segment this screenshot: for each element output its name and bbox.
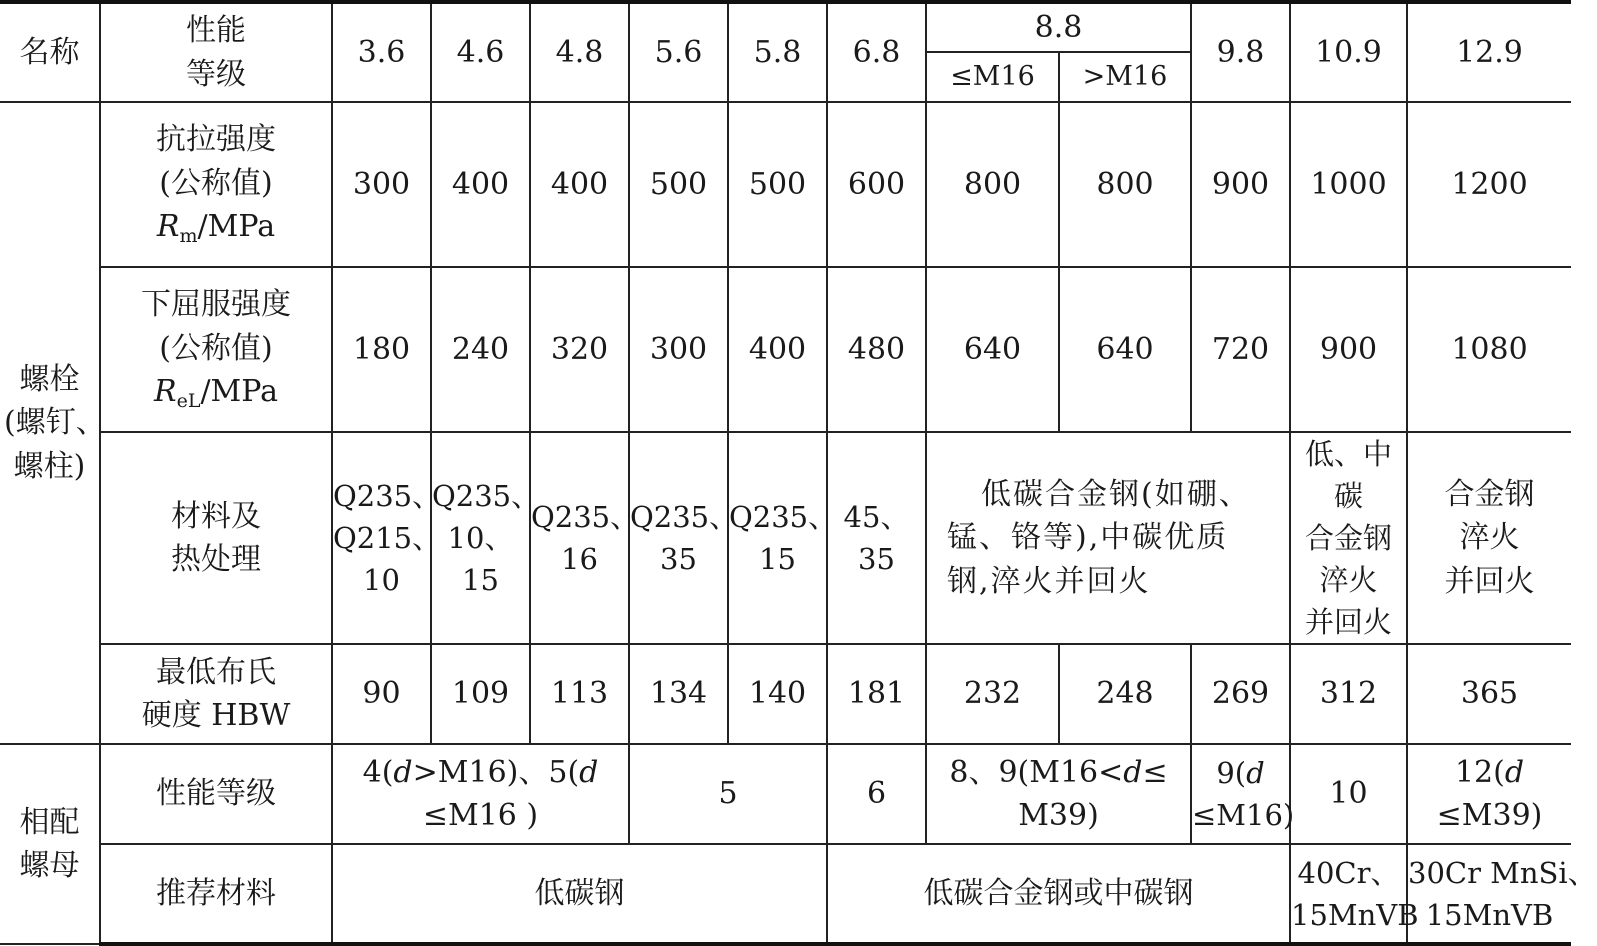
tensile-label-line1: 抗拉强度: [156, 122, 276, 158]
material-line: 低碳合金钢(如硼、: [981, 476, 1251, 512]
yield-value: 240: [431, 267, 530, 432]
nut-grade-line: [337, 751, 624, 795]
hardness-label-line2: 硬度 HBW: [141, 698, 291, 734]
hardness-value: 269: [1191, 644, 1290, 744]
tensile-value: 400: [431, 102, 530, 267]
nut-grade-line: ≤M39): [1436, 798, 1543, 834]
material-line: Q235、: [630, 500, 739, 535]
material-cell-5-8: [728, 432, 838, 644]
nut-material-row: [0, 844, 1571, 944]
bolt-group-line1: 螺栓: [19, 361, 80, 397]
material-line: Q215、: [333, 521, 442, 556]
italic-d: d: [579, 754, 599, 790]
material-line: 低、中碳: [1304, 437, 1392, 514]
hardness-value: 365: [1407, 644, 1571, 744]
nut-grade-cell-g: [1407, 744, 1571, 844]
nut-material-label: 推荐材料: [100, 844, 332, 944]
tensile-label-line3: [105, 205, 327, 251]
yield-row: [0, 267, 1571, 432]
nut-material-line: 15MnVB: [1291, 897, 1419, 932]
nut-material-line: 30Cr MnSi、: [1408, 855, 1597, 890]
grade-cell-10-9: 10.9: [1290, 2, 1407, 102]
material-line: 并回火: [1444, 563, 1535, 599]
hardness-value: 109: [431, 644, 530, 744]
italic-d: d: [1123, 754, 1143, 790]
hardness-value: 181: [827, 644, 926, 744]
nut-material-12-9: [1407, 844, 1597, 944]
text-part: >M16)、5(: [412, 754, 580, 790]
yield-label: [100, 267, 332, 432]
material-line: Q235、: [729, 500, 838, 535]
tensile-value: 800: [926, 102, 1059, 267]
nut-material-low-carbon: 低碳钢: [332, 844, 827, 944]
tensile-value: 400: [530, 102, 629, 267]
material-cell-5-6: [629, 432, 739, 644]
material-line: 淬火: [1319, 563, 1378, 598]
material-line: 钢,淬火并回火: [947, 563, 1151, 599]
nut-grade-label: 性能等级: [100, 744, 332, 844]
material-cell-6-8: [827, 432, 926, 644]
yield-value: 640: [926, 267, 1059, 432]
grade-cell-4-8: 4.8: [530, 2, 629, 102]
nut-grade-line: [931, 751, 1186, 795]
material-line: Q235、: [432, 479, 541, 514]
nut-grade-cell-e: [1191, 744, 1295, 844]
bolt-group-line3: 螺柱): [13, 448, 86, 484]
hardness-value: 248: [1059, 644, 1191, 744]
sub-header-gt-m16: >M16: [1059, 52, 1191, 102]
tensile-value: 500: [728, 102, 827, 267]
italic-d: d: [393, 754, 413, 790]
hardness-row: [0, 644, 1571, 744]
nut-material-10-9: [1290, 844, 1419, 944]
italic-d: d: [1246, 756, 1265, 791]
tensile-row: [0, 102, 1571, 267]
material-line: 15: [759, 542, 796, 577]
tensile-label-line2: (公称值): [159, 165, 273, 201]
nut-group-label: [0, 744, 100, 944]
nut-grade-line: M39): [1018, 798, 1099, 834]
yield-value: 1080: [1407, 267, 1571, 432]
text-part: ≤: [1142, 754, 1168, 790]
material-line: 16: [561, 542, 598, 577]
nut-grade-line: [1192, 752, 1289, 794]
nut-grade-cell-a: [332, 744, 629, 844]
yield-value: 640: [1059, 267, 1191, 432]
grade-cell-5-8: 5.8: [728, 2, 827, 102]
sub-header-le-m16: ≤M16: [926, 52, 1059, 102]
tensile-value: 600: [827, 102, 926, 267]
nut-grade-cell-f: 10: [1290, 744, 1407, 844]
tensile-symbol: R: [156, 209, 180, 245]
grade-cell-9-8: 9.8: [1191, 2, 1290, 102]
nut-group-line2: 螺母: [19, 848, 80, 884]
text-part: 9(: [1216, 756, 1247, 791]
yield-subscript: eL: [176, 390, 201, 413]
nut-grade-line: [1412, 751, 1567, 795]
nut-group-line1: 相配: [19, 804, 80, 840]
grade-cell-6-8: 6.8: [827, 2, 926, 102]
grade-header-line1: 性能: [186, 13, 246, 48]
text-part: 4(: [362, 754, 394, 790]
nut-grade-line: ≤M16 ): [422, 798, 539, 834]
yield-value: 480: [827, 267, 926, 432]
hardness-label: [100, 644, 332, 744]
tensile-value: 500: [629, 102, 728, 267]
material-line: 10: [363, 563, 400, 598]
material-line: 15: [462, 563, 499, 598]
yield-value: 900: [1290, 267, 1407, 432]
material-line: Q235、: [531, 500, 640, 535]
yield-value: 320: [530, 267, 629, 432]
grade-header: [100, 2, 332, 102]
nut-grade-cell-b: 5: [629, 744, 827, 844]
yield-value: 720: [1191, 267, 1290, 432]
nut-material-line: 40Cr、: [1297, 855, 1400, 890]
yield-value: 300: [629, 267, 728, 432]
material-line: 淬火: [1459, 520, 1520, 556]
material-cell-4-6: [431, 432, 541, 644]
text-part: 8、9(M16<: [949, 754, 1124, 790]
tensile-value: 300: [332, 102, 431, 267]
material-line: 合金钢: [1444, 476, 1535, 512]
yield-label-line3: [105, 370, 327, 416]
bolt-group-line2: (螺钉、: [4, 405, 106, 441]
name-header: 名称: [0, 2, 100, 102]
material-cell-4-8: [530, 432, 640, 644]
material-row: [0, 432, 1571, 644]
material-line: 合金钢: [1304, 521, 1392, 556]
italic-d: d: [1504, 754, 1525, 790]
material-label: [100, 432, 332, 644]
tensile-unit: /MPa: [197, 209, 276, 245]
hardness-value: 312: [1290, 644, 1407, 744]
material-line: 45、: [843, 500, 910, 535]
tensile-value: 900: [1191, 102, 1290, 267]
material-line: 10、: [447, 521, 514, 556]
hardness-value: 90: [332, 644, 431, 744]
tensile-value: 1000: [1290, 102, 1407, 267]
header-row-1: [0, 2, 1571, 52]
tensile-value: 1200: [1407, 102, 1571, 267]
tensile-label: [100, 102, 332, 267]
hardness-value: 113: [530, 644, 629, 744]
grade-cell-3-6: 3.6: [332, 2, 431, 102]
material-line: 并回火: [1304, 605, 1392, 640]
grade-cell-8-8: 8.8: [926, 2, 1191, 52]
material-cell-3-6: [332, 432, 442, 644]
grade-header-line2: 等级: [186, 56, 246, 92]
tensile-subscript: m: [179, 225, 198, 248]
material-line: 35: [660, 542, 697, 577]
hardness-value: 134: [629, 644, 728, 744]
yield-unit: /MPa: [200, 374, 279, 410]
material-line: Q235、: [333, 479, 442, 514]
grade-cell-4-6: 4.6: [431, 2, 530, 102]
material-line: 锰、铬等),中碳优质: [947, 520, 1229, 556]
yield-symbol: R: [153, 374, 177, 410]
material-cell-10-9: [1290, 432, 1407, 644]
material-label-line1: 材料及: [171, 498, 261, 534]
nut-grade-cell-c: 6: [827, 744, 926, 844]
nut-grade-line: ≤M16): [1192, 798, 1295, 833]
material-cell-8-8-9-8: [926, 432, 1290, 644]
yield-label-line2: (公称值): [159, 330, 273, 366]
hardness-value: 140: [728, 644, 827, 744]
hardness-label-line1: 最低布氏: [156, 654, 276, 690]
material-cell-12-9: [1407, 432, 1571, 644]
yield-value: 400: [728, 267, 827, 432]
yield-value: 180: [332, 267, 431, 432]
nut-grade-row: [0, 744, 1571, 844]
hardness-value: 232: [926, 644, 1059, 744]
bolt-group-label: [0, 102, 106, 744]
material-label-line2: 热处理: [171, 542, 261, 578]
nut-material-alloy: 低碳合金钢或中碳钢: [827, 844, 1290, 944]
nut-material-line: 15MnVB: [1425, 897, 1554, 932]
grade-cell-5-6: 5.6: [629, 2, 728, 102]
text-part: 12(: [1454, 754, 1505, 790]
yield-label-line1: 下屈服强度: [141, 287, 291, 323]
nut-grade-cell-d: [926, 744, 1191, 844]
grade-cell-12-9: 12.9: [1407, 2, 1571, 102]
material-line: 35: [858, 542, 895, 577]
tensile-value: 800: [1059, 102, 1191, 267]
